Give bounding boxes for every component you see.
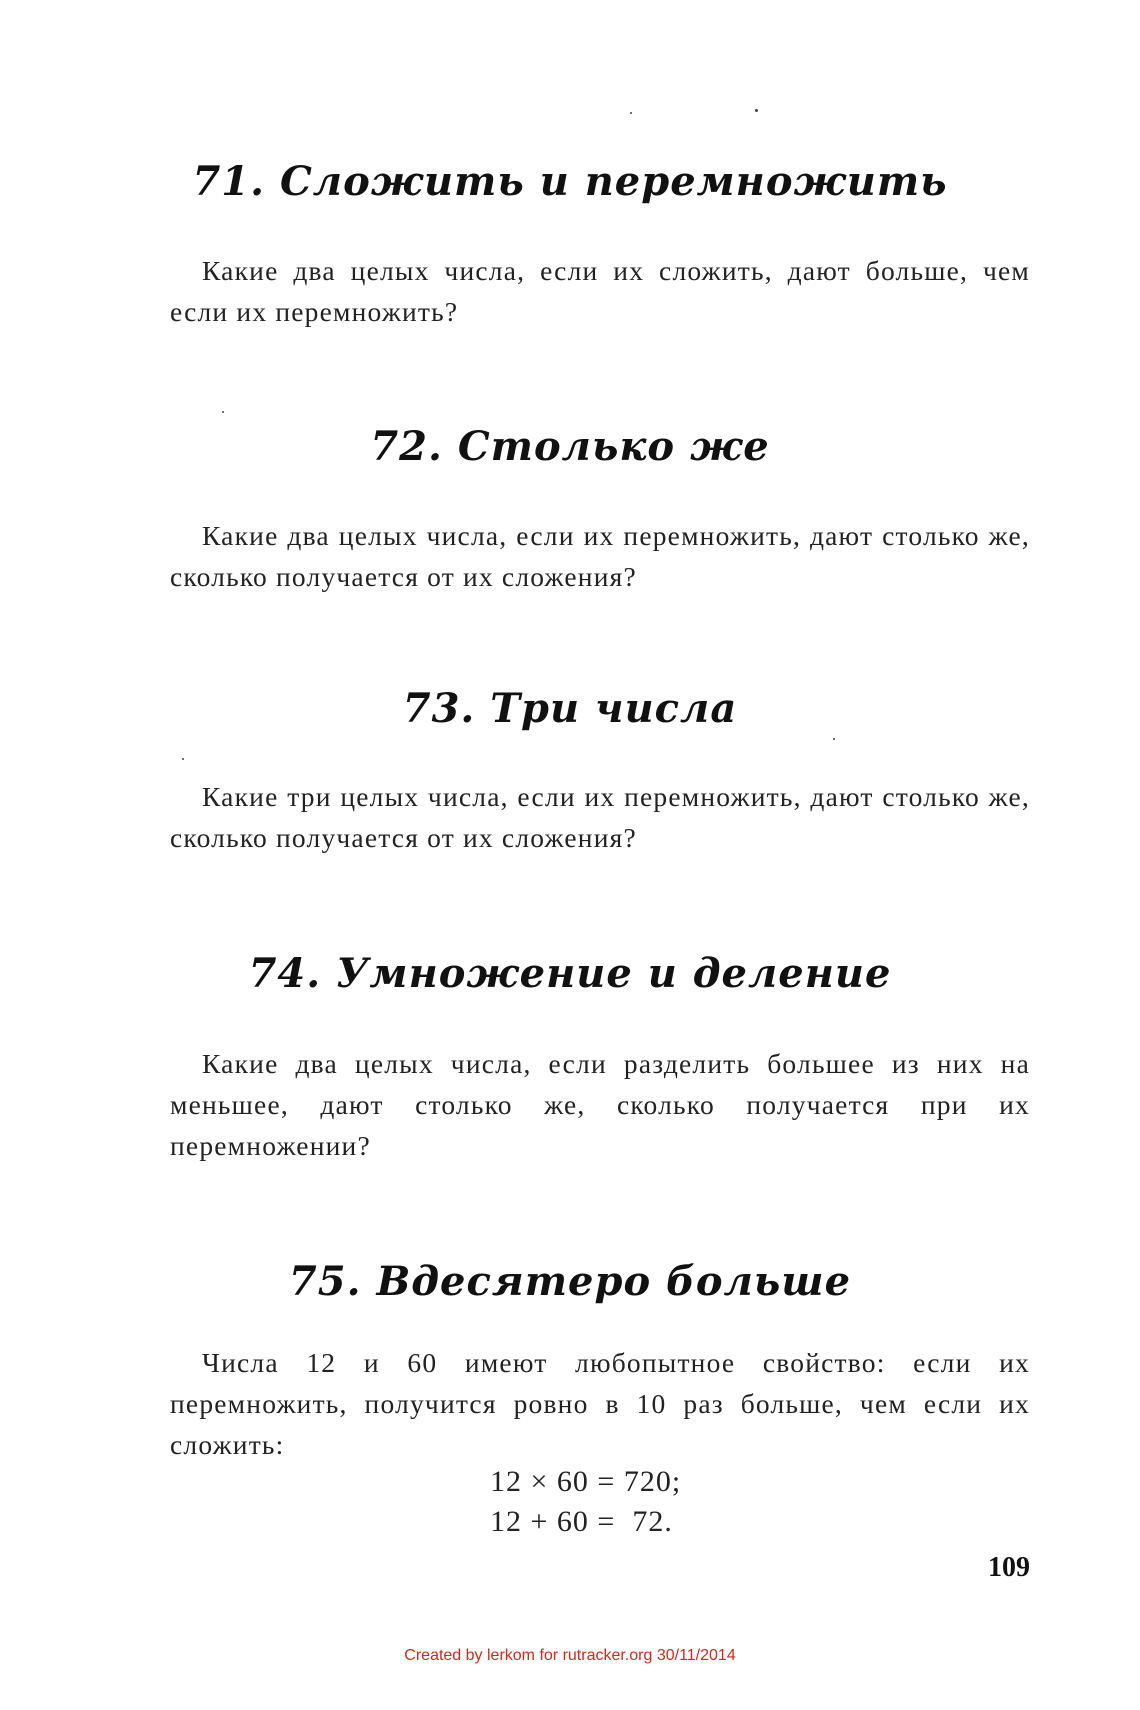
problem-74-text: Какие два целых числа, если разделить большее из них на меньшее, дают столько же, сколько получается при их перемножении? bbox=[170, 1048, 1030, 1161]
scan-speck bbox=[833, 738, 835, 740]
scan-speck bbox=[182, 758, 184, 760]
page-number: 109 bbox=[988, 1552, 1030, 1583]
problem-72-title: 72. Столько же bbox=[370, 423, 770, 470]
formula-addition: 12 + 60 = 72. bbox=[490, 1505, 673, 1538]
problem-73-text: Какие три целых числа, если их перемножить, дают столько же, сколько получается от их сложения? bbox=[170, 781, 1030, 853]
problem-75-title: 75. Вдесятеро больше bbox=[288, 1258, 852, 1305]
problem-72-text: Какие два целых числа, если их перемножить, дают столько же, сколько получается от их сложения? bbox=[170, 520, 1030, 592]
problem-71-title: 71. Сложить и перемножить bbox=[192, 158, 948, 205]
problem-73-title: 73. Три числа bbox=[402, 685, 738, 732]
formula-block bbox=[0, 1462, 1140, 1542]
scan-speck bbox=[630, 112, 632, 114]
problem-74-title: 74. Умножение и деление bbox=[248, 950, 892, 997]
credit-watermark: Created by lerkom for rutracker.org 30/11/2014 bbox=[404, 1647, 736, 1664]
scan-speck bbox=[755, 109, 758, 112]
scan-speck bbox=[222, 411, 224, 413]
problem-75-text: Числа 12 и 60 имеют любопытное свойство: если их перемножить, получится ровно в 10 раз больше, чем если их сложить: bbox=[170, 1347, 1030, 1460]
problem-71-text: Какие два целых числа, если их сложить, дают больше, чем если их перемножить? bbox=[170, 255, 1030, 327]
formula-multiplication: 12 × 60 = 720; bbox=[490, 1465, 682, 1498]
